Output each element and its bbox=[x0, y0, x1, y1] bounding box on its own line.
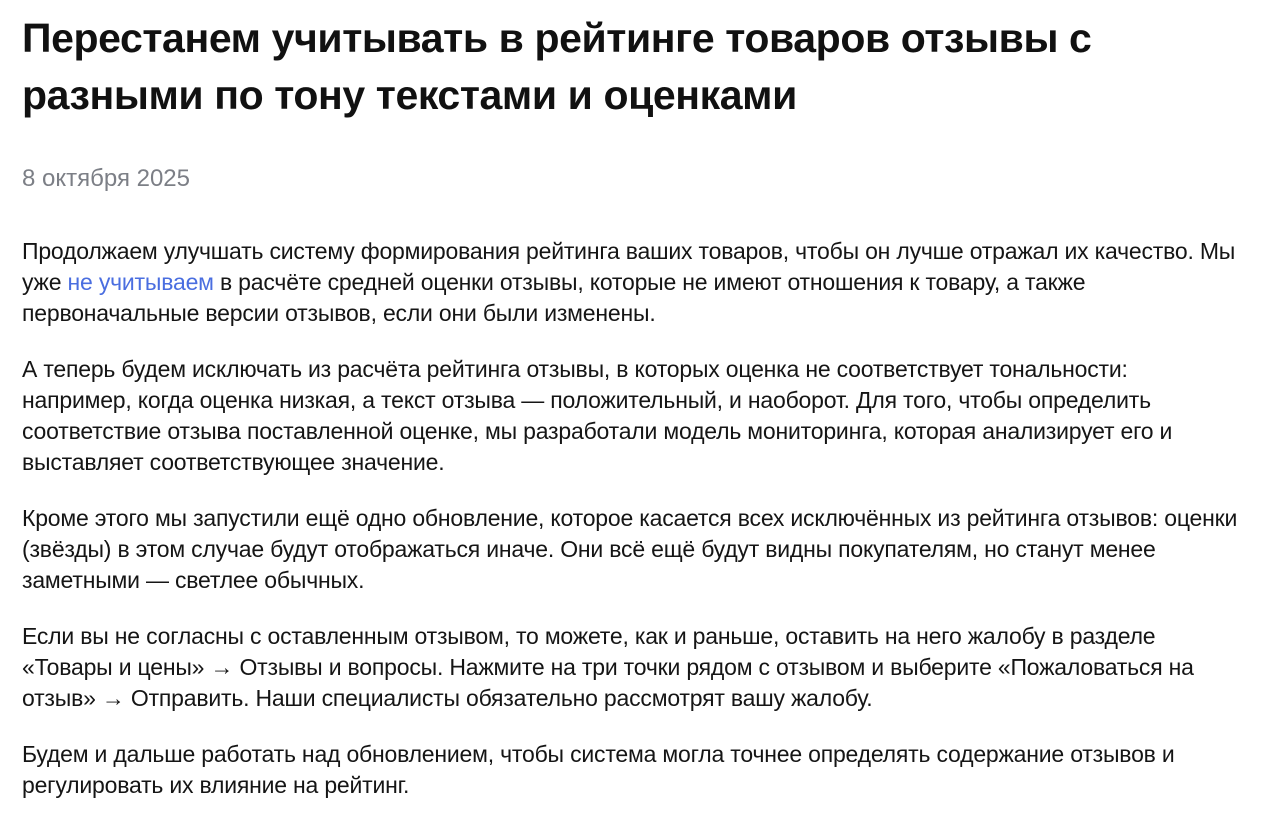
paragraph-3: Кроме этого мы запустили ещё одно обновление, которое касается всех исключённых из рейтинга отзывов: оценки (звёзды) в этом случае будут отображаться иначе. Они всё ещё будут видны покупателям, но станут менее заметными — светлее обычных. bbox=[22, 505, 1238, 593]
paragraph-5: Будем и дальше работать над обновлением, чтобы система могла точнее определять содержание отзывов и регулировать их влияние на рейтинг. bbox=[22, 741, 1175, 798]
article-date: 8 октября 2025 bbox=[22, 165, 190, 192]
paragraph-1-text-start: Продолжаем улучшать систему формирования рейтинга ваших товаров, чтобы он лучше отражал их качество. Мы уже bbox=[22, 238, 1236, 295]
paragraph-2: А теперь будем исключать из расчёта рейтинга отзывы, в которых оценка не соответствует тональности: например, когда оценка низкая, а текст отзыва — положительный, и наоборот. Для того, чтобы определить соответствие отзыва поставленной оценке, мы разработали модель мониторинга, которая анализирует его и выставляет соответствующее значение. bbox=[22, 356, 1173, 475]
paragraph-1-text-end: в расчёте средней оценки отзывы, которые не имеют отношения к товару, а также первоначальные версии отзывов, если они были изменены. bbox=[22, 269, 1086, 326]
article-title: Перестанем учитывать в рейтинге товаров отзывы с разными по тону текстами и оценками bbox=[22, 15, 1092, 118]
paragraph-4: Если вы не согласны с оставленным отзывом, то можете, как и раньше, оставить на него жалобу в разделе «Товары и цены» → Отзывы и вопросы. Нажмите на три точки рядом с отзывом и выберите «Пожаловаться на отзыв» → Отправить. Наши специалисты обязательно рассмотрят вашу жалобу. bbox=[22, 623, 1194, 711]
not-counted-link[interactable]: не учитываем bbox=[67, 269, 214, 295]
paragraph-1 bbox=[22, 236, 1240, 329]
